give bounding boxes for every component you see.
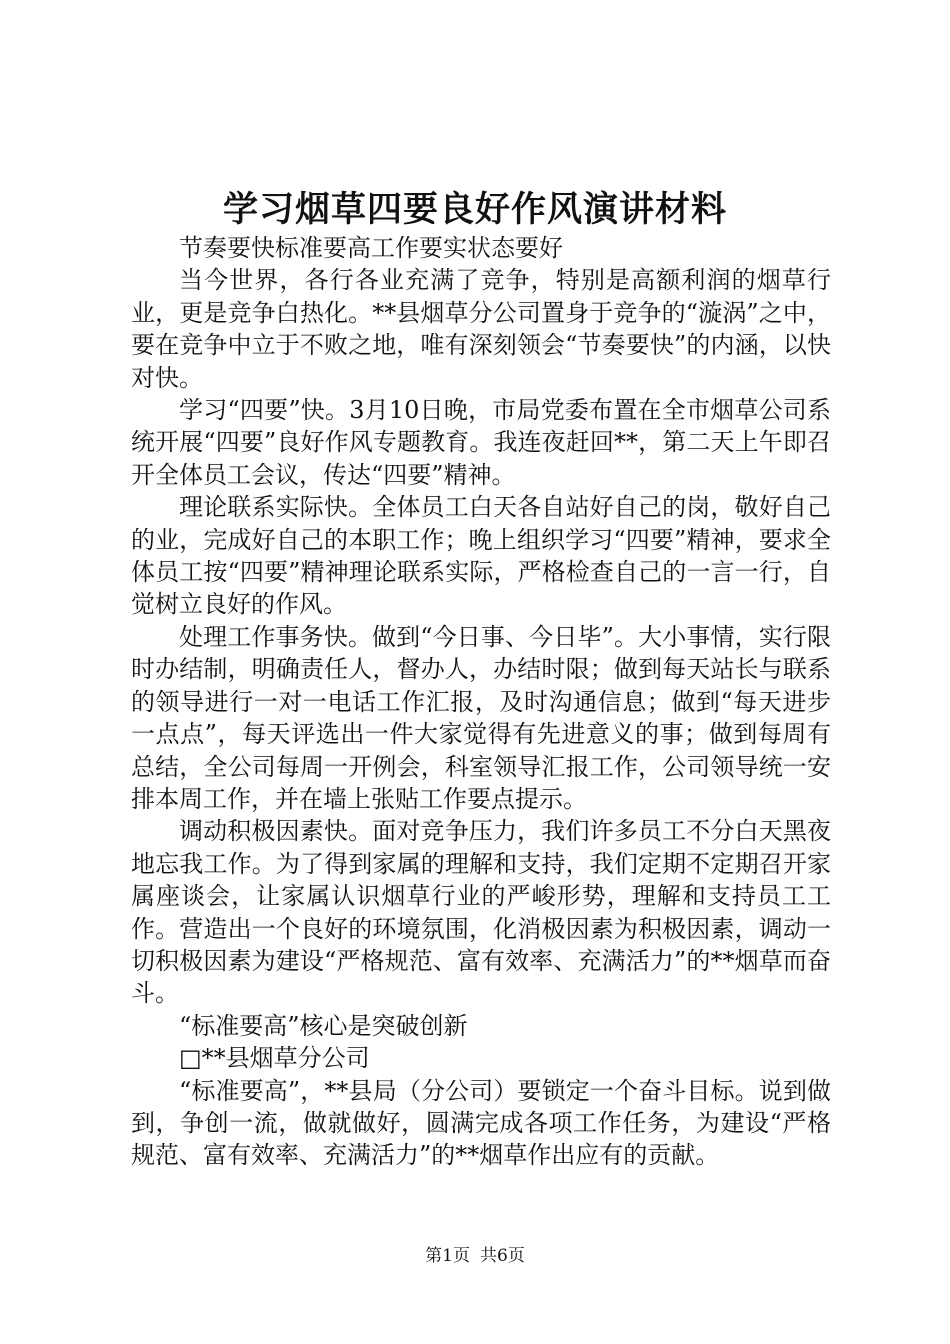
body-paragraph: 学习“四要”快。3月10日晚，市局党委布置在全市烟草公司系统开展“四要”良好作风专题教育。我连夜赶回**，第二天上午即召开全体员工会议，传达“四要”精神。 [131, 396, 831, 489]
byline: □**县烟草分公司 [179, 1044, 370, 1073]
subtitle-paragraph: 节奏要快标准要高工作要实状态要好 [179, 234, 563, 262]
page-number: 第1页 [425, 1246, 470, 1266]
page-total: 共6页 [480, 1246, 525, 1266]
document-body [131, 232, 831, 1172]
page-footer [0, 1244, 950, 1268]
body-paragraph: “标准要高”，**县局（分公司）要锁定一个奋斗目标。说到做到，争创一流，做就做好，圆满完成各项工作任务，为建设“严格规范、富有效率、充满活力”的**烟草作出应有的贡献。 [131, 1076, 831, 1170]
body-paragraph: 理论联系实际快。全体员工白天各自站好自己的岗，敬好自己的业，完成好自己的本职工作；晚上组织学习“四要”精神，要求全体员工按“四要”精神理论联系实际，严格检查自己的一言一行，自觉树立良好的作风。 [131, 493, 831, 619]
section-heading: “标准要高”核心是突破创新 [179, 1011, 468, 1040]
body-paragraph: 调动积极因素快。面对竞争压力，我们许多员工不分白天黑夜地忘我工作。为了得到家属的理解和支持，我们定期不定期召开家属座谈会，让家属认识烟草行业的严峻形势，理解和支持员工工作。营造出一个良好的环境氛围，化消极因素为积极因素，调动一切积极因素为建设“严格规范、富有效率、充满活力”的**烟草而奋斗。 [131, 817, 831, 1008]
body-paragraph: 当今世界，各行各业充满了竞争，特别是高额利润的烟草行业，更是竞争白热化。**县烟草分公司置身于竞争的“漩涡”之中，要在竞争中立于不败之地，唯有深刻领会“节奏要快”的内涵，以快对快。 [131, 266, 831, 392]
document-title: 学习烟草四要良好作风演讲材料 [222, 189, 727, 230]
body-paragraph: 处理工作事务快。做到“今日事、今日毕”。大小事情，实行限时办结制，明确责任人，督办人，办结时限；做到每天站长与联系的领导进行一对一电话工作汇报，及时沟通信息；做到“每天进步一点点”，每天评选出一件大家觉得有先进意义的事；做到每周有总结，全公司每周一开例会，科室领导汇报工作，公司领导统一安排本周工作，并在墙上张贴工作要点提示。 [131, 622, 831, 813]
